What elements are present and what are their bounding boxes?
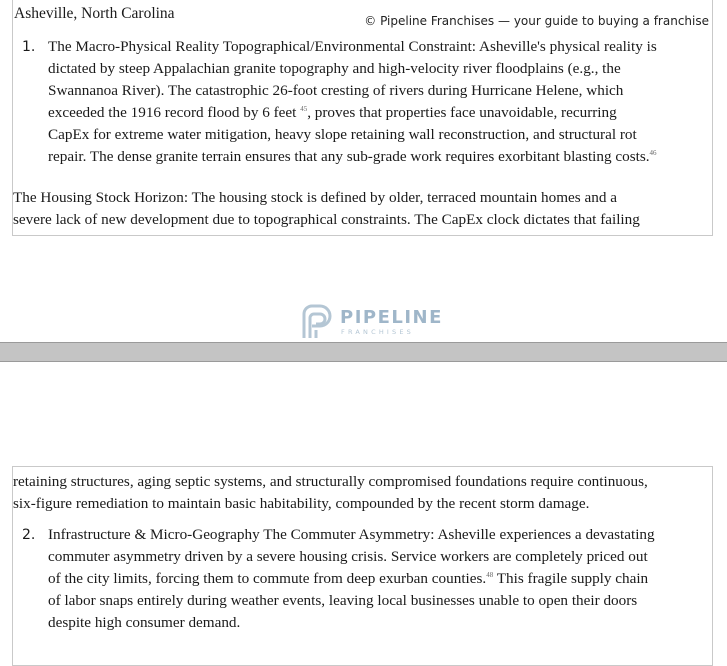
page-break-divider — [0, 342, 727, 362]
item1-line4-pre: exceeded the 1916 record flood by 6 feet — [48, 104, 297, 121]
list-number-2: 2. — [22, 527, 36, 543]
document-page-bottom — [12, 466, 713, 666]
item2-line2: commuter asymmetry driven by a severe housing crisis. Service workers are completely priced out — [48, 548, 648, 565]
list-item-2 — [22, 524, 727, 634]
cont-line2: six-figure remediation to maintain basic habitability, compounded by the recent storm damage. — [13, 495, 590, 512]
item1-line1: The Macro-Physical Reality Topographical/Environmental Constraint: Asheville's physical reality is — [48, 38, 657, 55]
location-heading: Asheville, North Carolina — [14, 5, 175, 22]
document-page-top — [12, 0, 713, 236]
item2-line3-pre: of the city limits, forcing them to commute from deep exurban counties. — [48, 570, 487, 587]
item1-line6 — [48, 146, 727, 168]
watermark-name: PIPELINE — [340, 307, 443, 328]
cont-line1: retaining structures, aging septic systems, and structurally compromised foundations require continuous, — [13, 473, 648, 490]
footnote-45[interactable]: 45 — [300, 105, 308, 113]
item1-line2: dictated by steep Appalachian granite topography and high-velocity river floodplains (e.g., the — [48, 60, 621, 77]
list-item-1 — [22, 36, 727, 168]
copyright-notice: © Pipeline Franchises — your guide to buying a franchise — [364, 14, 709, 28]
item2-line3 — [48, 568, 727, 590]
item2-line5: despite high consumer demand. — [48, 614, 241, 631]
item1-line5: CapEx for extreme water mitigation, heavy slope retaining wall reconstruction, and structural rot — [48, 126, 637, 143]
item1-line4-post: , proves that properties face unavoidable, recurring — [307, 104, 617, 121]
footnote-46[interactable]: 46 — [649, 149, 657, 157]
item1-line4 — [48, 102, 727, 124]
list-number-1: 1. — [22, 39, 36, 55]
housing-line2: severe lack of new development due to topographical constraints. The CapEx clock dictates that failing — [13, 211, 640, 228]
continuation-paragraph — [13, 471, 713, 515]
item2-line4: of labor snaps entirely during weather events, leaving local businesses unable to open their doors — [48, 592, 638, 609]
housing-line1: The Housing Stock Horizon: The housing stock is defined by older, terraced mountain homes and a — [13, 189, 617, 206]
pipeline-logo-icon — [300, 304, 334, 340]
watermark-sub: FRANCHISES — [341, 328, 415, 336]
footnote-48[interactable]: 48 — [486, 571, 494, 579]
pipeline-watermark — [300, 304, 443, 344]
item2-line1: Infrastructure & Micro-Geography The Commuter Asymmetry: Asheville experiences a devastating — [48, 526, 655, 543]
item1-line6-text: repair. The dense granite terrain ensures that any sub-grade work requires exorbitant blasting costs. — [48, 148, 650, 165]
item2-line3-post: This fragile supply chain — [493, 570, 649, 587]
item1-line3: Swannanoa River). The catastrophic 26-foot cresting of rivers during Hurricane Helene, which — [48, 82, 624, 99]
housing-paragraph — [13, 187, 713, 231]
